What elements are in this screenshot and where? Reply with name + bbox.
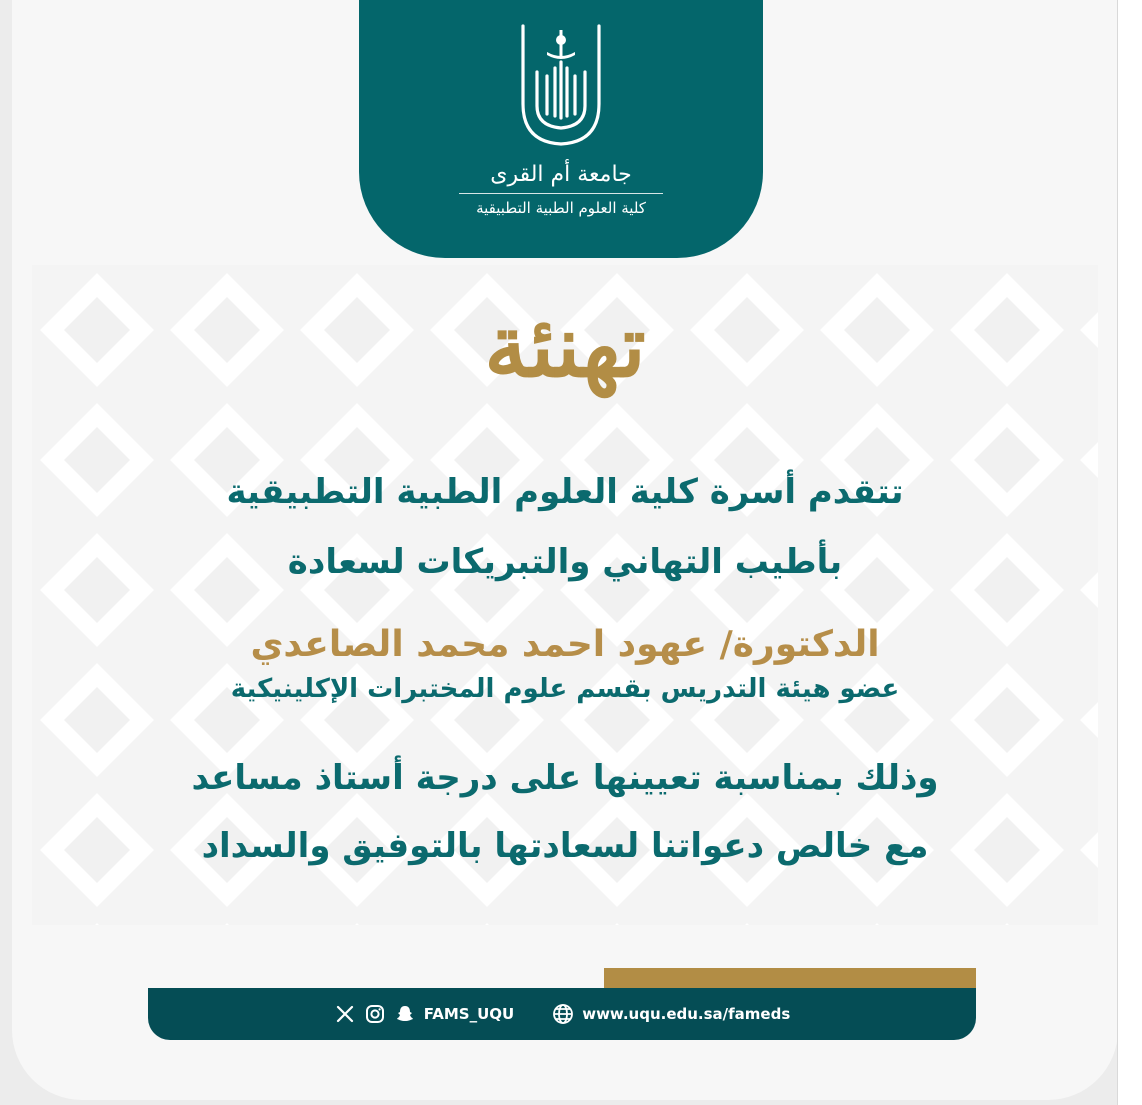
globe-icon [552,1003,574,1025]
message-line-4: مع خالص دعواتنا لسعادتها بالتوفيق والسداد [201,826,929,866]
honoree-name: الدكتورة/ عهود احمد محمد الصاعدي [250,624,880,665]
x-icon[interactable] [334,1003,356,1025]
college-name: كلية العلوم الطبية التطبيقية [476,199,646,217]
university-name: جامعة أم القرى [490,162,632,187]
message-line-1: تتقدم أسرة كلية العلوم الطبية التطبيقية [226,472,904,512]
snapchat-icon[interactable] [394,1003,416,1025]
headline-text: تهنئة [484,296,646,397]
congratulations-headline [12,296,1118,397]
message-line-3: وذلك بمناسبة تعيينها على درجة أستاذ مساعد [191,758,939,798]
instagram-icon[interactable] [364,1003,386,1025]
message-line-2: بأطيب التهاني والتبريكات لسعادة [287,542,843,582]
header-tab [359,0,763,258]
right-scroll-edge [1117,0,1142,1105]
university-logo-icon [517,18,605,150]
social-handle[interactable]: FAMS_UQU [423,1005,515,1023]
footer-accent-bar [604,968,976,990]
website-link[interactable]: www.uqu.edu.sa/fameds [582,1005,791,1023]
footer-bar [148,988,976,1040]
header-divider [459,193,663,194]
announcement-card [12,0,1118,1100]
honoree-position: عضو هيئة التدريس بقسم علوم المختبرات الإكلينيكية [230,674,900,704]
